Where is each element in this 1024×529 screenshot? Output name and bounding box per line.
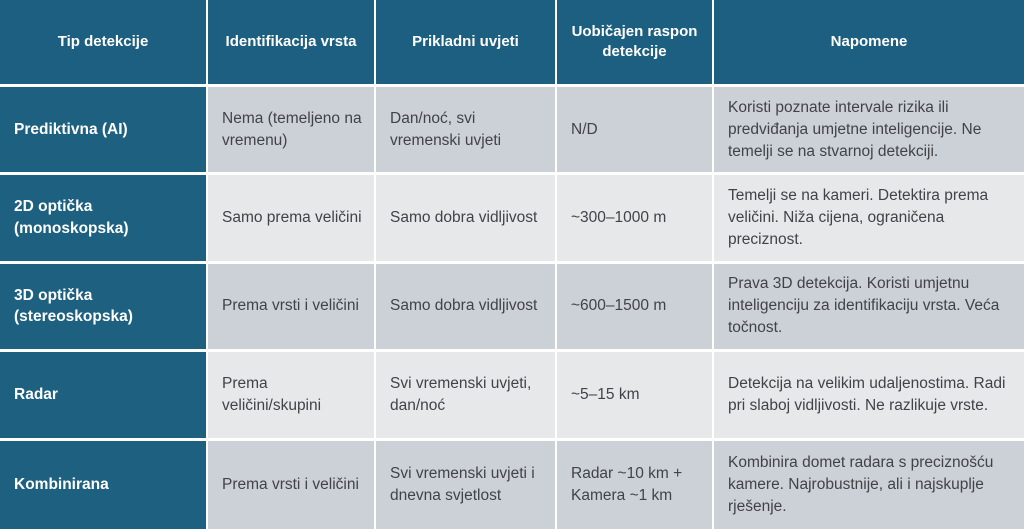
cell-napomene: Kombinira domet radara s preciznošću kamere. Najrobustnije, ali i najskuplje rješenje. (714, 441, 1024, 529)
cell-uvjeti: Samo dobra vidljivost (376, 264, 557, 352)
column-header-raspon-detekcije: Uobičajen raspon detekcije (557, 0, 714, 87)
table-row-3d-opticka (0, 264, 1024, 352)
table-row-2d-opticka (0, 175, 1024, 263)
cell-napomene: Koristi poznate intervale rizika ili predviđanja umjetne inteligencije. Ne temelji se na stvarnoj detekciji. (714, 87, 1024, 175)
cell-raspon: ~300–1000 m (557, 175, 714, 263)
cell-identifikacija: Prema vrsti i veličini (208, 264, 376, 352)
cell-identifikacija: Prema veličini/skupini (208, 352, 376, 440)
table-row-radar (0, 352, 1024, 440)
cell-identifikacija: Prema vrsti i veličini (208, 441, 376, 529)
cell-uvjeti: Svi vremenski uvjeti, dan/noć (376, 352, 557, 440)
cell-raspon: ~5–15 km (557, 352, 714, 440)
cell-identifikacija: Nema (temeljeno na vremenu) (208, 87, 376, 175)
table-row-kombinirana (0, 441, 1024, 529)
row-header-radar: Radar (0, 352, 208, 440)
cell-raspon: Radar ~10 km + Kamera ~1 km (557, 441, 714, 529)
header-row (0, 0, 1024, 87)
row-header-3d-opticka: 3D optička (stereoskopska) (0, 264, 208, 352)
table-row-prediktivna (0, 87, 1024, 175)
column-header-prikladni-uvjeti: Prikladni uvjeti (376, 0, 557, 87)
cell-identifikacija: Samo prema veličini (208, 175, 376, 263)
column-header-identifikacija-vrsta: Identifikacija vrsta (208, 0, 376, 87)
cell-uvjeti: Svi vremenski uvjeti i dnevna svjetlost (376, 441, 557, 529)
cell-raspon: ~600–1500 m (557, 264, 714, 352)
row-header-2d-opticka: 2D optička (monoskopska) (0, 175, 208, 263)
cell-napomene: Prava 3D detekcija. Koristi umjetnu inteligenciju za identifikaciju vrsta. Veća točnost. (714, 264, 1024, 352)
cell-napomene: Detekcija na velikim udaljenostima. Radi pri slaboj vidljivosti. Ne razlikuje vrste. (714, 352, 1024, 440)
cell-raspon: N/D (557, 87, 714, 175)
cell-uvjeti: Dan/noć, svi vremenski uvjeti (376, 87, 557, 175)
cell-napomene: Temelji se na kameri. Detektira prema veličini. Niža cijena, ograničena preciznost. (714, 175, 1024, 263)
row-header-kombinirana: Kombinirana (0, 441, 208, 529)
cell-uvjeti: Samo dobra vidljivost (376, 175, 557, 263)
row-header-prediktivna: Prediktivna (AI) (0, 87, 208, 175)
column-header-napomene: Napomene (714, 0, 1024, 87)
column-header-tip-detekcije: Tip detekcije (0, 0, 208, 87)
